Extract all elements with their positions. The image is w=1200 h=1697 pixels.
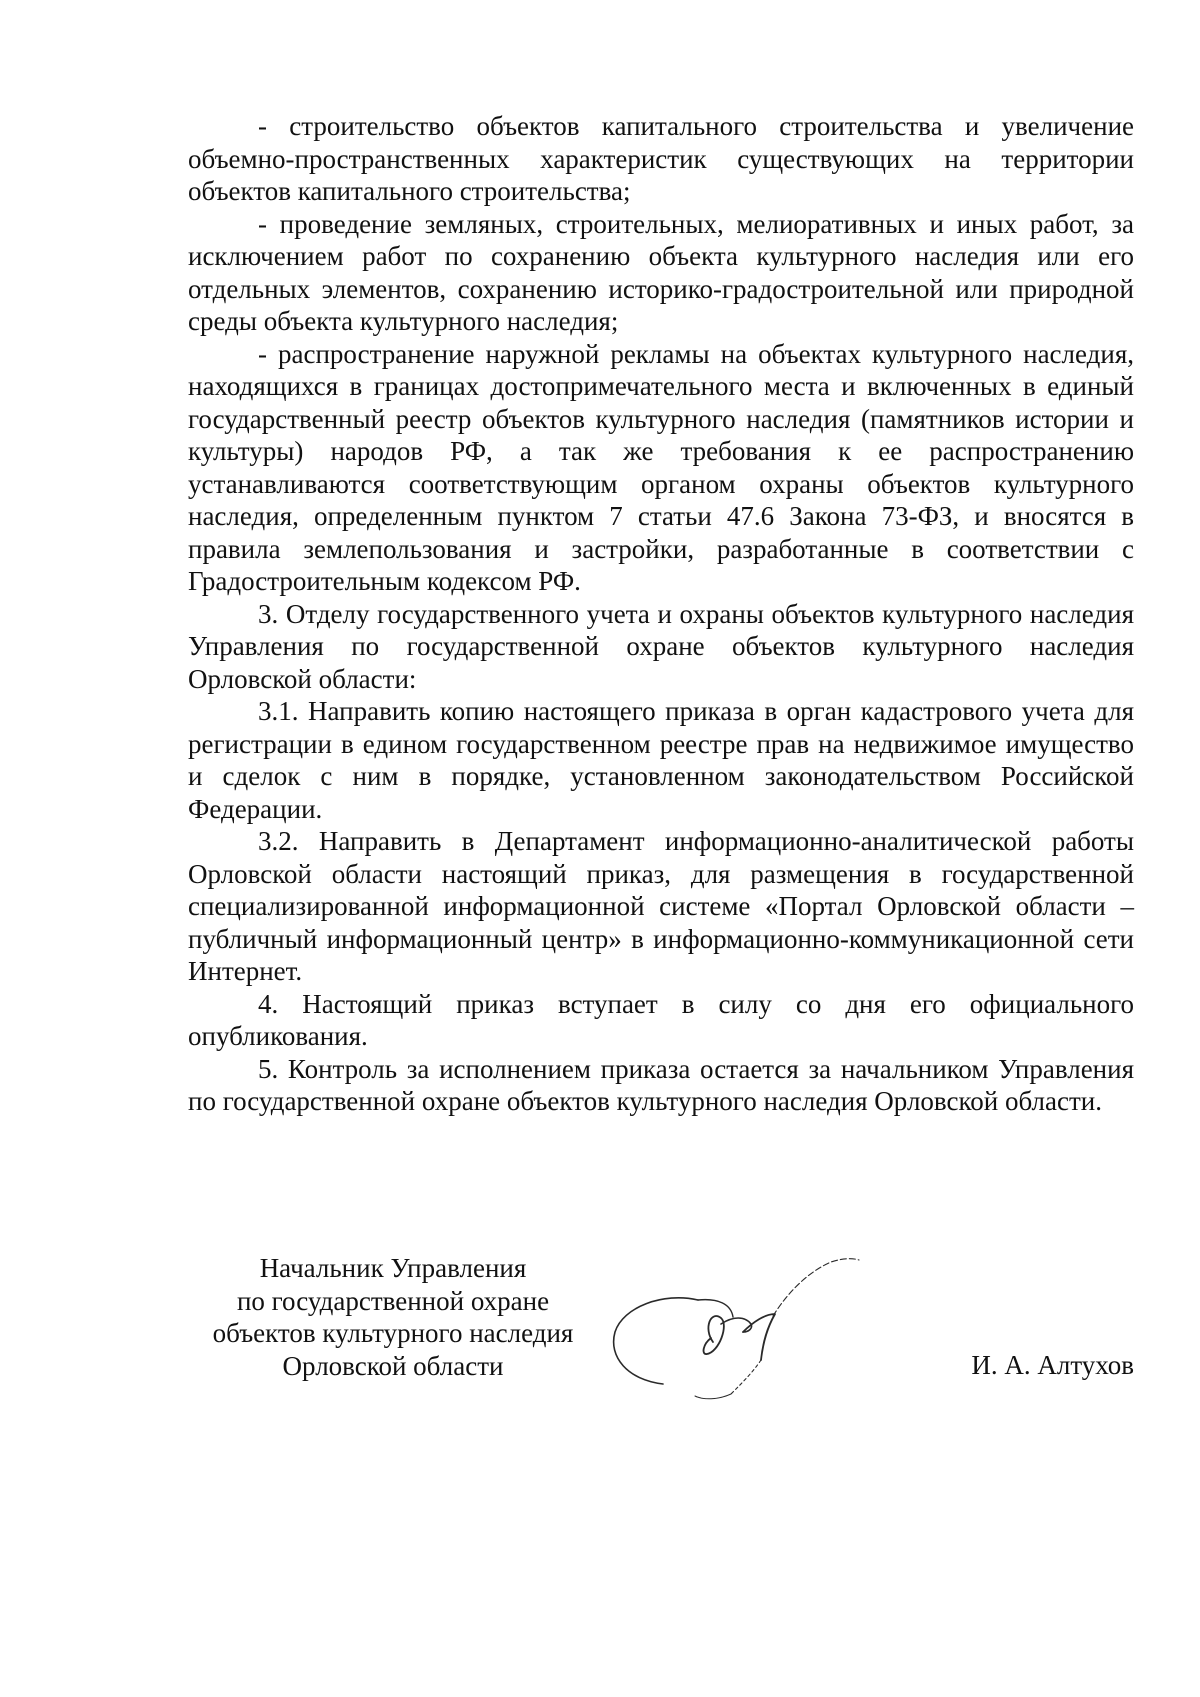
signer-position [188, 1252, 598, 1382]
signature-block [188, 1252, 1134, 1412]
paragraph-item-4: 4. Настоящий приказ вступает в силу со дня его официального опубликования. [188, 988, 1134, 1051]
signer-name: И. А. Алтухов [971, 1350, 1134, 1380]
signer-position-line: Орловской области [282, 1350, 504, 1381]
signer-position-line: по государственной охране [236, 1285, 550, 1316]
document-body [188, 110, 1134, 1118]
signer-position-line: Начальник Управления [259, 1253, 527, 1283]
handwritten-signature [603, 1232, 883, 1422]
paragraph-item-3-1: 3.1. Направить копию настоящего приказа в орган кадастрового учета для регистрации в едином государственном реестре прав на недвижимое имущество и сделок с ним в порядке, установленном законодательством Российской Федерации. [188, 696, 1134, 824]
paragraph-capital-construction: - строительство объектов капитального строительства и увеличение объемно-пространственных характеристик существующих на территории объектов капитального строительства; [188, 111, 1134, 206]
paragraph-item-5: 5. Контроль за исполнением приказа остается за начальником Управления по государственной охране объектов культурного наследия Орловской области. [188, 1053, 1134, 1116]
paragraph-outdoor-advertising: - распространение наружной рекламы на объектах культурного наследия, находящихся в границах достопримечательного места и включенных в единый государственный реестр объектов культурного наследия (памятников истории и культуры) народов РФ, а так же требования к ее распространению устанавливаются соответствующим органом охраны объектов культурного наследия, определенным пунктом 7 статьи 47.6 Закона 73-ФЗ, и вносятся в правила землепользования и застройки, разработанные в соответствии с Градостроительным кодексом РФ. [188, 338, 1134, 596]
signer-position-line: объектов культурного наследия [212, 1318, 574, 1348]
paragraph-item-3: 3. Отделу государственного учета и охраны объектов культурного наследия Управления по государственной охране объектов культурного наследия Орловской области: [188, 598, 1134, 694]
paragraph-earthworks: - проведение земляных, строительных, мелиоративных и иных работ, за исключением работ по сохранению объекта культурного наследия или его отдельных элементов, сохранению историко-градостроительной или природной среды объекта культурного наследия; [188, 208, 1134, 336]
paragraph-item-3-2: 3.2. Направить в Департамент информационно-аналитической работы Орловской области настоящий приказ, для размещения в государственной специализированной информационной системе «Портал Орловской области – публичный информационный центр» в информационно-коммуникационной сети Интернет. [188, 826, 1134, 986]
